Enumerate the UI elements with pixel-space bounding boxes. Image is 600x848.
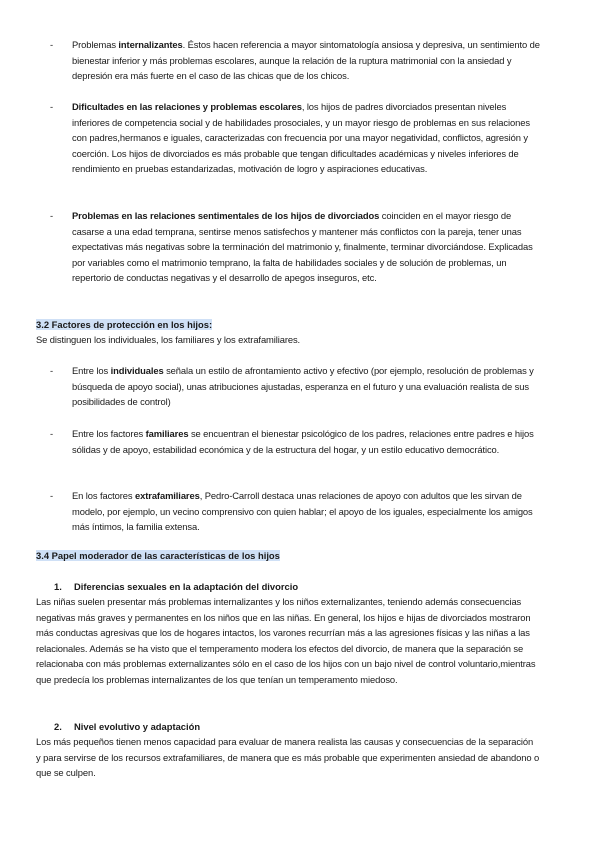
bullet-dash: -: [50, 101, 54, 112]
bullet-dash: -: [50, 39, 54, 50]
bullet-text: [72, 99, 540, 177]
subsection-2-text: Los más pequeños tienen menos capacidad para evaluar de manera realista las causas y consecuencias de la separación y para servirse de los recursos extrafamiliares, de manera que es más probable que experimenten ansiedad de abandono o que se culpen.: [36, 736, 540, 779]
bullet-text: [72, 488, 540, 535]
bullet-text: [72, 426, 540, 457]
subsection-title: Diferencias sexuales en la adaptación del divorcio: [74, 581, 299, 592]
bullet-dash: -: [50, 365, 54, 376]
text-run: . Éstos hacen referencia a mayor sintomatología ansiosa y depresiva, un sentimiento de bienestar inferior y más problemas escolares, aunque la relación de la ruptura matrimonial con la ansiedad y depresión era más fuerte en el caso de las chicas que de los chicos.: [72, 39, 540, 82]
bullet-dash: -: [50, 428, 54, 439]
heading-title: Papel moderador de las características de los hijos: [49, 550, 280, 561]
bold-term: familiares: [145, 428, 189, 439]
text-run: coinciden en el mayor riesgo de casarse a una edad temprana, sentirse menos satisfechos y mantener más conflictos con la pareja, tener unas expectativas más negativas sobre la terminación del matrimonio y, finalmente, terminar divorciándose. Explicadas por variables como el matrimonio temprano, la falta de habilidades sociales y de solución de problemas, un repertorio de conductas negativas y el desarrollo de apegos inseguros, etc.: [72, 210, 533, 284]
text-run: , Pedro-Carroll destaca unas relaciones de apoyo con adultos que les sirvan de modelo, por ejemplo, un vecino comprensivo con quien hablar; el apoyo de los iguales, especialmente los amigos más íntimos, la familia extensa.: [72, 490, 533, 533]
text-run: se encuentran el bienestar psicológico de los padres, relaciones entre padres e hijos sólidas y de apoyo, estabilidad económica y de la estructura del hogar, y un estilo educativo democrático.: [72, 428, 534, 455]
text-run: señala un estilo de afrontamiento activo y efectivo (por ejemplo, resolución de problemas y búsqueda de apoyo social), unas atribuciones ajustadas, esperanza en el futuro y una evaluación realista de sus posibilidades de control): [72, 365, 534, 408]
text-run: En los factores: [72, 490, 136, 501]
bold-term: Problemas en las relaciones sentimentales de los hijos de divorciados: [72, 210, 380, 221]
section-heading-3-4: [36, 549, 280, 563]
text-run: Entre los factores: [72, 428, 146, 439]
subsection-number: 2.: [54, 721, 62, 732]
bullet-dash: -: [50, 210, 54, 221]
text-run: Problemas: [72, 39, 119, 50]
bullet-text: [72, 37, 540, 84]
subsection-heading-2: [54, 720, 200, 734]
bullet-dash: -: [50, 490, 54, 501]
bullet-text: [72, 208, 540, 286]
section-heading-3-2: [36, 318, 212, 332]
text-run: Entre los: [72, 365, 111, 376]
heading-number: 3.4: [36, 550, 50, 561]
bullet-text: [72, 363, 540, 410]
bold-term: individuales: [110, 365, 164, 376]
bold-term: extrafamiliares: [135, 490, 200, 501]
bold-term: internalizantes: [118, 39, 183, 50]
subsection-1-text: Las niñas suelen presentar más problemas internalizantes y los niños externalizantes, teniendo además consecuencias negativas más graves y permanentes en los niños que en las niñas. En general, los hijos e hijas de divorciados mostraron más conductas agresivas que los de hogares intactos, los varones recurrían más a las agresiones físicas y las niñas a las relacionales. Además se ha visto que el temperamento modera los efectos del divorcio, de manera que la separación se relacionaba con más problemas externalizantes sólo en el caso de los hijos con un bajo nivel de control voluntario,mientras que predecía los problemas internalizantes de los que tenían un temperamento miedoso.: [36, 596, 536, 685]
section-3-2-intro: Se distinguen los individuales, los familiares y los extrafamiliares.: [36, 334, 301, 345]
subsection-title: Nivel evolutivo y adaptación: [74, 721, 201, 732]
subsection-heading-1: [54, 580, 298, 594]
heading-title: Factores de protección en los hijos:: [49, 319, 213, 330]
text-run: , los hijos de padres divorciados presentan niveles inferiores de competencia social y de habilidades prosociales, y un mayor riesgo de problemas en sus relaciones con padres,hermanos e iguales, caracterizadas con frecuencia por una mayor negatividad, conflictos, agresión y coerción. Los hijos de divorciados es más probable que tengan dificultades académicas y niveles inferiores de rendimiento en pruebas estandarizadas, motivación de logro y aspiraciones educativas.: [72, 101, 530, 175]
heading-number: 3.2: [36, 319, 50, 330]
subsection-number: 1.: [54, 581, 62, 592]
bold-term: Dificultades en las relaciones y problemas escolares: [72, 101, 302, 112]
